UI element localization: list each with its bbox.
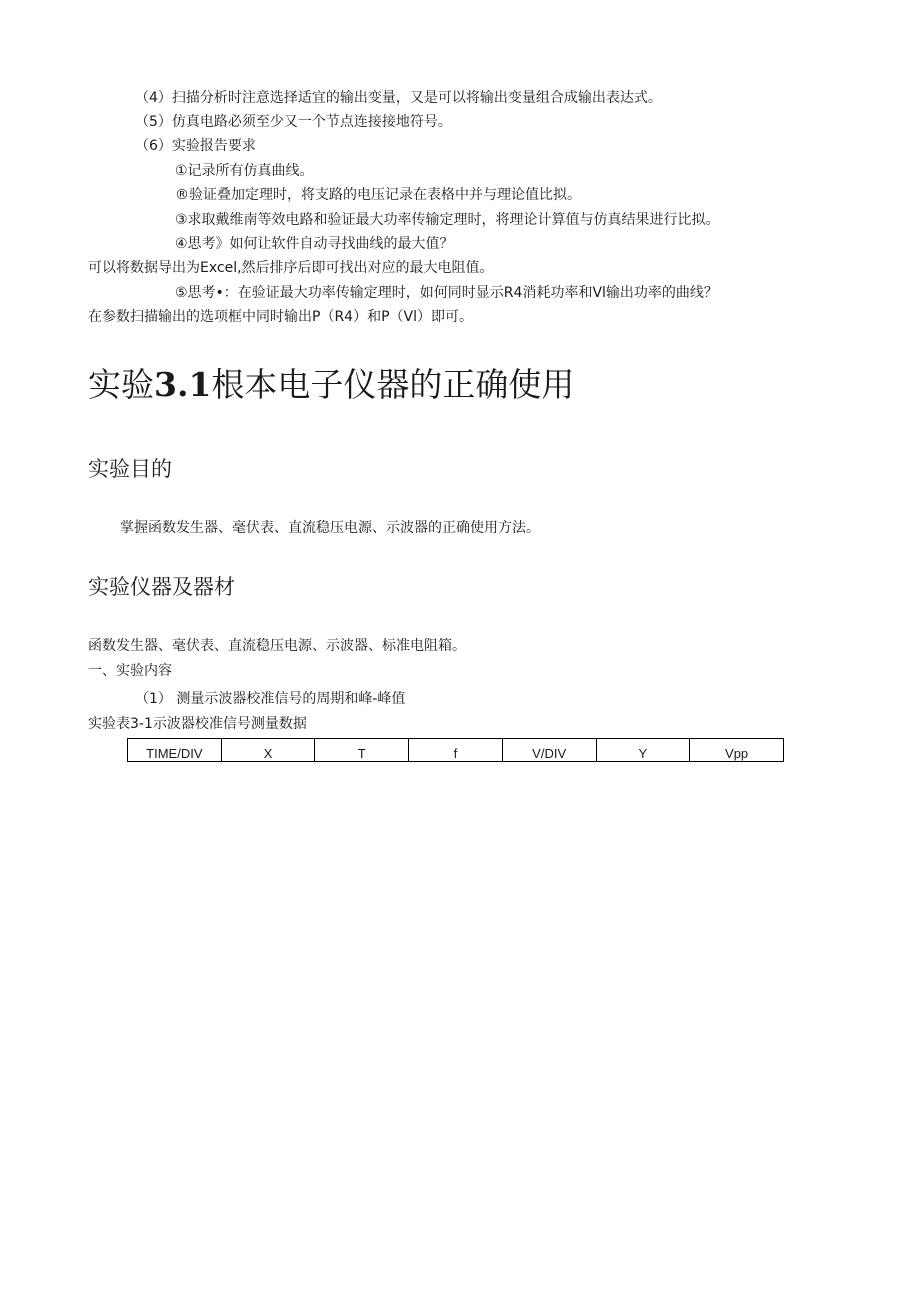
text-line: （6）实验报告要求 xyxy=(135,138,256,154)
section-heading-equipment: 实验仪器及器材 xyxy=(88,575,235,599)
content-item: （1） 测量示波器校准信号的周期和峰-峰值 xyxy=(135,691,406,707)
text-line: ④思考》如何让软件自动寻找曲线的最大值？ xyxy=(175,236,454,252)
title-rest: 根本电子仪器的正确使用 xyxy=(211,365,575,404)
text-line: ③求取戴维南等效电路和验证最大功率传输定理时，将理论计算值与仿真结果进行比拟。 xyxy=(175,212,720,228)
text-line: 在参数扫描输出的选项框中同时输出P（R4）和P（Vl）即可。 xyxy=(88,309,473,325)
table-header-cell: Vpp xyxy=(690,739,784,762)
page-title xyxy=(88,362,574,408)
table-caption: 实验表3-1示波器校准信号测量数据 xyxy=(88,716,307,732)
equipment-text: 函数发生器、毫伏表、直流稳压电源、示波器、标准电阻箱。 xyxy=(88,638,466,654)
text-line: 可以将数据导出为Excel,然后排序后即可找出对应的最大电阻值。 xyxy=(88,260,494,276)
table-header-row xyxy=(128,739,784,762)
title-number: 3.1 xyxy=(154,365,212,404)
table-header-cell: TIME/DIV xyxy=(128,739,222,762)
text-line: （4）扫描分析时注意选择适宜的输出变量，又是可以将输出变量组合成输出表达式。 xyxy=(135,90,662,106)
purpose-text: 掌握函数发生器、毫伏表、直流稳压电源、示波器的正确使用方法。 xyxy=(120,520,540,536)
table-header-cell: V/DIV xyxy=(502,739,596,762)
section-heading-purpose: 实验目的 xyxy=(88,457,172,481)
title-prefix: 实验 xyxy=(88,365,154,404)
text-line: ®验证叠加定理时，将支路的电压记录在表格中并与理论值比拟。 xyxy=(175,187,581,203)
measurement-table xyxy=(127,738,784,762)
table-header-cell: X xyxy=(221,739,315,762)
text-line: ①记录所有仿真曲线。 xyxy=(175,163,314,179)
content-heading: 一、实验内容 xyxy=(88,663,172,679)
table-header-cell: f xyxy=(409,739,503,762)
table-header-cell: T xyxy=(315,739,409,762)
text-line: （5）仿真电路必须至少又一个节点连接接地符号。 xyxy=(135,114,452,130)
text-line: ⑤思考•：在验证最大功率传输定理时，如何同时显示R4消耗功率和Vl输出功率的曲线？ xyxy=(175,285,718,301)
table-header-cell: Y xyxy=(596,739,690,762)
